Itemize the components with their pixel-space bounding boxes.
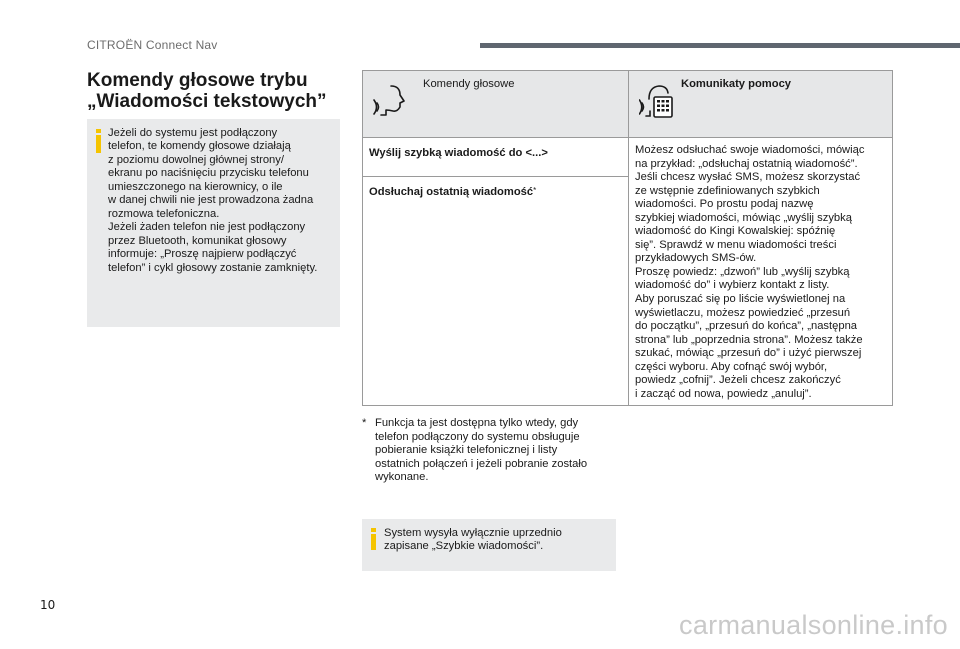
command-text: Odsłuchaj ostatnią wiadomość xyxy=(369,186,534,198)
info-box-quick-messages xyxy=(362,519,616,571)
watermark: carmanualsonline.info xyxy=(679,610,948,640)
voice-command-icon xyxy=(373,83,409,119)
help-message-cell: Możesz odsłuchać swoje wiadomości, mówiąc na przykład: „odsłuchaj ostatnią wiadomość”. Jeśli chcesz wysłać SMS, możesz skorzystać ze wstępnie zdefiniowanych szybkich wiadomości. Po prostu podaj nazwę szybkiej wiadomości, mówiąc „wyślij szybką wiadomość do Kingi Kowalskiej: spóźnię się”. Sprawdź w menu wiadomości treści przykładowych SMS-ów. Proszę powiedz: „dzwoń” lub „wyślij szybką wiadomość do” i wybierz kontakt z listy. Aby poruszać się po liście wyświetlonej na wyświetlaczu, możesz powiedzieć „przesuń do początku”, „przesuń do końca”, „następna strona” lub „poprzednia strona”. Możesz także szukać, mówiąc „przesuń do” i użyć pierwszej części wyboru. Aby cofnąć swój wybór, powiedz „cofnij”. Jeżeli chcesz zakończyć i zacząć od nowa, powiedz „anuluj”. xyxy=(629,138,893,406)
footnote-marker: * xyxy=(533,186,537,195)
table-header-col2-label: Komunikaty pomocy xyxy=(681,78,792,90)
command-send-quick-message xyxy=(363,138,629,177)
info-box-text: Jeżeli do systemu jest podłączony telefon, te komendy głosowe działają z poziomu dowolnej głównej strony/ ekranu po naciśnięciu przycisku telefonu umieszczonego na kierownicy, o ile w danej chwili nie jest prowadzona żadna rozmowa telefoniczna. Jeżeli żaden telefon nie jest podłączony przez Bluetooth, komunikat głosowy informuje: „Proszę najpierw podłączyć telefon” i cykl głosowy zostanie zamknięty. xyxy=(108,127,318,274)
table-header-help-messages xyxy=(629,71,893,138)
section-title-line-1: Komendy głosowe trybu xyxy=(87,70,308,91)
footnote-star: * xyxy=(362,417,367,429)
command-text: Wyślij szybką wiadomość do <...> xyxy=(369,147,548,159)
voice-commands-table xyxy=(362,70,893,406)
info-box-phone-connection xyxy=(87,119,340,327)
table-header-voice-commands xyxy=(363,71,629,138)
info-icon xyxy=(95,129,102,153)
table-row xyxy=(363,138,893,177)
footnote-text: Funkcja ta jest dostępna tylko wtedy, gdy telefon podłączony do systemu obsługuje pobieranie książki telefonicznej i listy ostatnich połączeń i jeżeli pobranie zostało wykonane. xyxy=(375,417,588,483)
page-number: 10 xyxy=(40,598,56,612)
info-icon xyxy=(370,528,377,550)
section-title xyxy=(87,70,327,112)
voice-keypad-icon xyxy=(639,83,675,119)
footnote xyxy=(362,417,612,485)
table-header-col1-label: Komendy głosowe xyxy=(423,78,515,90)
document-header-title: CITROËN Connect Nav xyxy=(87,38,218,52)
section-title-line-2: „Wiadomości tekstowych” xyxy=(87,91,327,112)
command-play-last-message xyxy=(363,177,629,406)
info-box-text: System wysyła wyłącznie uprzednio zapisane „Szybkie wiadomości”. xyxy=(384,527,562,553)
header-divider-bar xyxy=(480,43,960,48)
